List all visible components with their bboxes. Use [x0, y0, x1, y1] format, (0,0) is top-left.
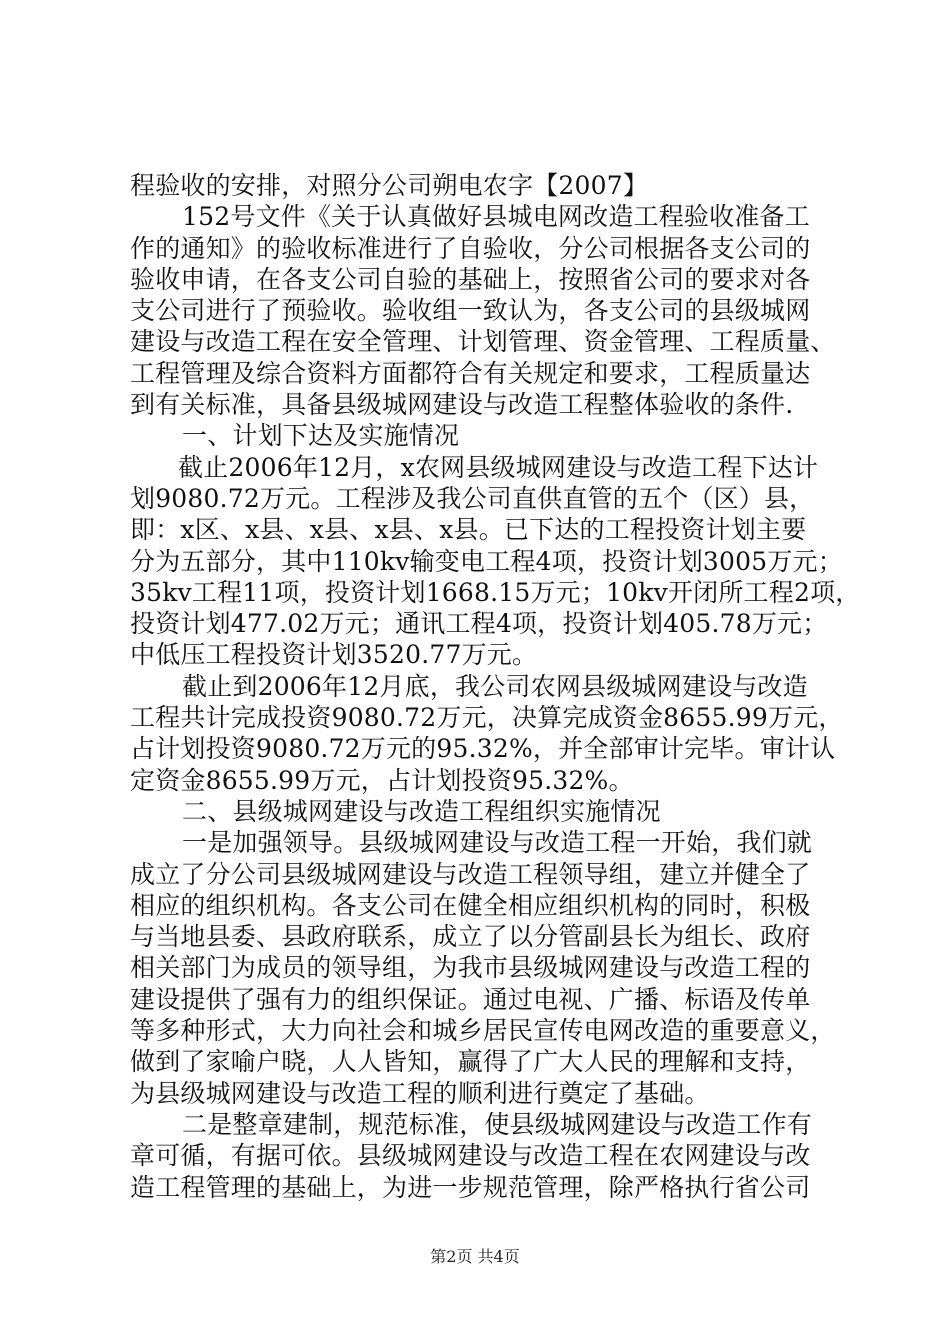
text-line: 占计划投资9080.72万元的95.32%，并全部审计完毕。审计认: [130, 734, 836, 764]
page-number-footer: 第2页 共4页: [430, 1247, 520, 1266]
text-line: 中低压工程投资计划3520.77万元。: [130, 640, 538, 670]
text-line: 工程管理及综合资料方面都符合有关规定和要求，工程质量达: [130, 358, 811, 388]
text-line: 建设与改造工程在安全管理、计划管理、资金管理、工程质量、: [130, 327, 836, 357]
text-line: 35kv工程11项，投资计划1668.15万元；10kv开闭所工程2项，: [130, 577, 861, 607]
text-line: 工程共计完成投资9080.72万元，决算完成资金8655.99万元，: [130, 703, 844, 733]
text-line: 章可循，有据可依。县级城网建设与改造工程在农网建设与改: [130, 1141, 811, 1171]
text-line: 截止2006年12月，x农网县级城网建设与改造工程下达计: [178, 452, 819, 482]
text-line: 分为五部分，其中110kv输变电工程4项，投资计划3005万元；: [130, 546, 843, 576]
text-line: 152号文件《关于认真做好县城电网改造工程验收准备工: [182, 202, 810, 232]
text-line: 即：x区、x县、x县、x县、x县。已下达的工程投资计划主要: [130, 515, 807, 545]
text-line: 建设提供了强有力的组织保证。通过电视、广播、标语及传单: [130, 984, 811, 1014]
text-line: 作的通知》的验收标准进行了自验收，分公司根据各支公司的: [130, 233, 811, 263]
section-heading-1: 一、计划下达及实施情况: [182, 421, 460, 451]
text-line: 程验收的安排，对照分公司朔电农字【2007】: [130, 171, 649, 200]
text-line: 做到了家喻户晓，人人皆知，赢得了广大人民的理解和支持，: [130, 1047, 811, 1077]
text-line: 为县级城网建设与改造工程的顺利进行奠定了基础。: [130, 1078, 710, 1108]
text-line: 等多种形式，大力向社会和城乡居民宣传电网改造的重要意义，: [130, 1016, 836, 1046]
document-body: [130, 170, 861, 1203]
text-line: 投资计划477.02万元；通讯工程4项，投资计划405.78万元；: [130, 609, 828, 639]
text-line: 支公司进行了预验收。验收组一致认为，各支公司的县级城网: [130, 296, 811, 326]
text-line: 到有关标准，具备县级城网建设与改造工程整体验收的条件.: [130, 390, 794, 420]
section-heading-2: 二、县级城网建设与改造工程组织实施情况: [182, 796, 661, 826]
text-line: 造工程管理的基础上，为进一步规范管理，除严格执行省公司: [130, 1172, 811, 1202]
text-line: 截止到2006年12月底，我公司农网县级城网建设与改造: [182, 671, 808, 701]
text-line: 划9080.72万元。工程涉及我公司直供直管的五个（区）县，: [130, 483, 815, 513]
text-line: 相应的组织机构。各支公司在健全相应组织机构的同时，积极: [130, 890, 811, 920]
text-line: 二是整章建制，规范标准，使县级城网建设与改造工作有: [182, 1109, 813, 1139]
text-line: 验收申请，在各支公司自验的基础上，按照省公司的要求对各: [130, 264, 811, 294]
text-line: 与当地县委、县政府联系，成立了以分管副县长为组长、政府: [130, 922, 811, 952]
text-line: 成立了分公司县级城网建设与改造工程领导组，建立并健全了: [130, 859, 811, 889]
text-line: 相关部门为成员的领导组，为我市县级城网建设与改造工程的: [130, 953, 811, 983]
text-line: 定资金8655.99万元，占计划投资95.32%。: [130, 765, 634, 795]
text-line: 一是加强领导。县级城网建设与改造工程一开始，我们就: [182, 828, 813, 858]
